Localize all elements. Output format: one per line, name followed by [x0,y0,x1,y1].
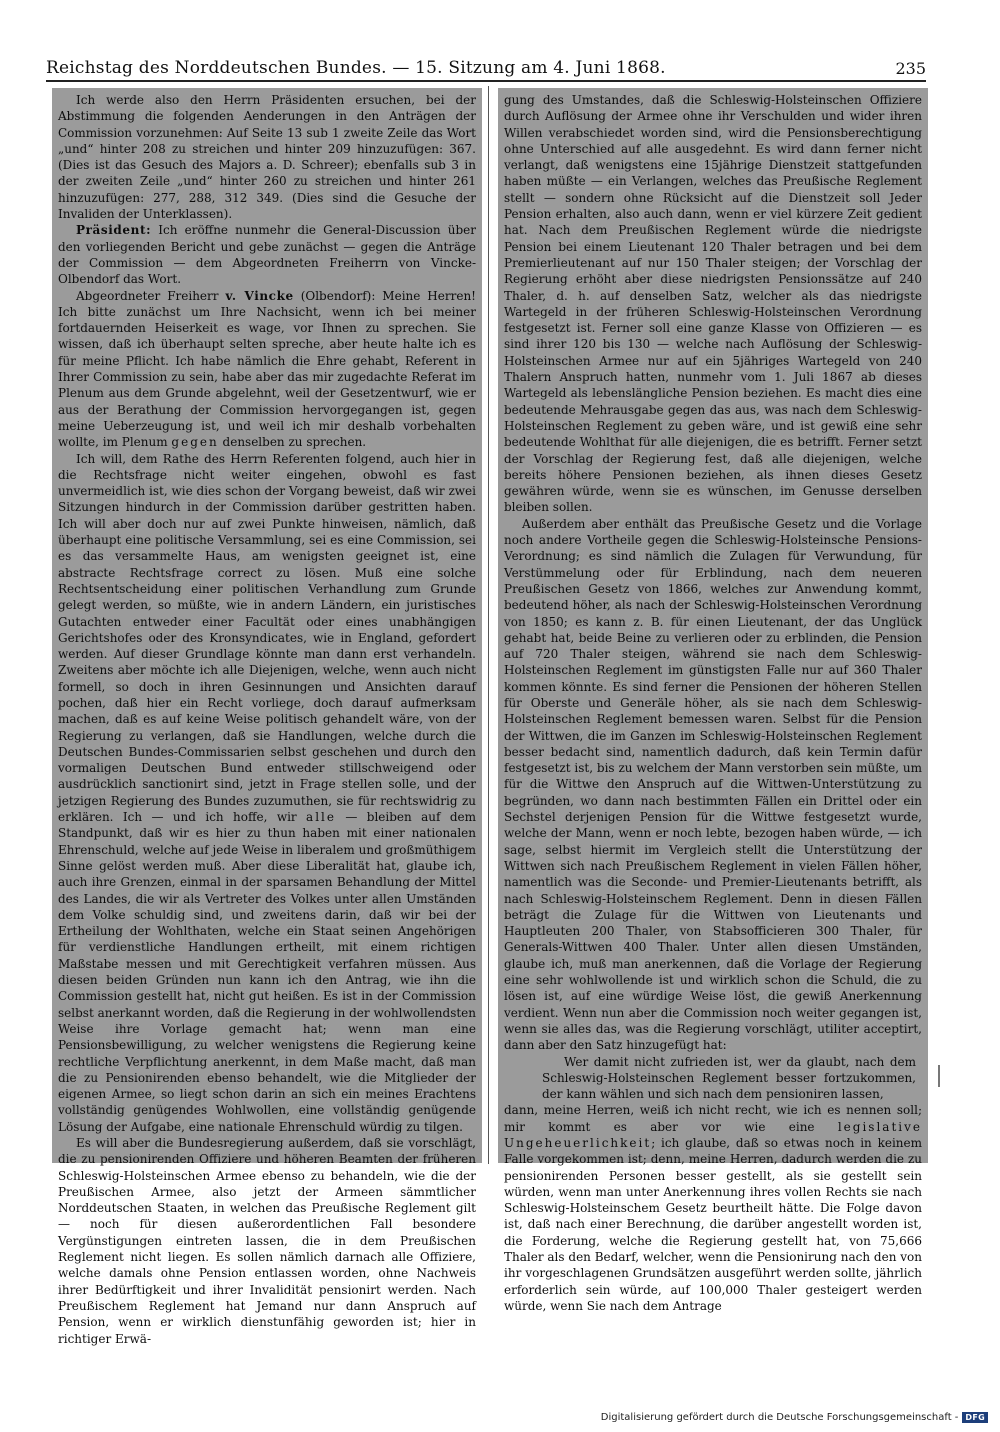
speaker-intro: Abgeordneter Freiherr [76,288,226,303]
block-quote: Wer damit nicht zufrieden ist, wer da glaubt, nach dem Schleswig-Holsteinschen Reglement besser fortzukommen, der kann wählen und sich nach dem pensioniren lassen, [542,1054,916,1102]
emphasis-text: legislative Ungeheuerlichkeit [504,1119,922,1150]
margin-mark [938,1065,940,1087]
emphasis-text: gegen [171,435,219,450]
speech-text: Ich eröffne nunmehr die General-Discussion über den vorliegenden Bericht und gebe zunächst — gegen die Anträge der Commission — dem Abgeordneten Freiherrn von Vincke-Olbendorf das Wort. [58,223,476,287]
page-header [46,38,926,78]
speech-text: — bleiben auf dem Standpunkt, daß wir es hier zu thun haben mit einer nationalen Ehrenschuld, welche auf jede Weise in liberalem und großmüthigem Sinne gelöst werden muß. Aber diese Liberalität hat, glaube ich, auch ihre Grenzen, einmal in der sparsamen Behandlung der Mittel des Landes, die wir als Vertreter des Volkes unter allen Umständen dem Volke schuldig sind, und zweitens darin, daß wir bei der Ertheilung der Wohlthaten, welche ein Staat seinen Angehörigen für verdienstliche Handlungen ertheilt, mit einem richtigen Maßstabe messen und mit Gerechtigkeit verfahren müssen. Aus diesen beiden Gründen nun kann ich den Antrag, wie ihn die Commission gestellt hat, nicht gut heißen. Es ist in der Commission selbst anerkannt worden, daß die Regierung in der wohlwollendsten Weise ihre Vorlage gemacht hat; wenn man eine Pensionsbewilligung, zu welcher wenigstens die Regierung keine rechtliche Verpflichtung anerkennt, in dem Maße macht, daß man die zu Pensionirenden ebenso behandelt, wie die Mitglieder der eigenen Armee, so liegt schon darin an sich ein meines Erachtens vollständig genügendes Wohlwollen, eine vollständig genügende Lösung der Aufgabe, eine nationale Ehrenschuld würdig zu tilgen. [58,810,477,1134]
running-title: Reichstag des Norddeutschen Bundes. — 15. Sitzung am 4. Juni 1868. [46,58,666,78]
paragraph [58,288,476,451]
speech-text: dann, meine Herren, weiß ich nicht recht, wie ich es nennen soll; mir kommt es aber vor wie eine [504,1103,922,1134]
left-column [52,88,482,1346]
dfg-logo-icon: DFG [962,1412,988,1423]
column-divider [488,86,489,1164]
speaker-name: v. Vincke [225,288,294,303]
digitization-credit: Digitalisierung gefördert durch die Deutsche Forschungsgemeinschaft - [600,1412,959,1423]
header-rule [46,80,926,82]
emphasis-text: alle [306,810,336,825]
paragraph: gung des Umstandes, daß die Schleswig-Holsteinschen Offiziere durch Auflösung der Armee ohne ihr Verschulden und wider ihren Willen verabschiedet worden sind, wird die Pensionsberechtigung ohne Unterschied auf alle ausgedehnt. Es wird dann ferner nicht verlangt, daß wenigstens eine 15jährige Dienstzeit stattgefunden haben müßte — ein Verlangen, welches das Preußische Reglement stellt — sondern ohne Rücksicht auf die Dienstzeit soll Jeder Pension erhalten, also auch dann, wenn er viel kürzere Zeit gedient hat. Nach dem Preußischen Reglement würde die niedrigste Pension bei einem Lieutenant 120 Thaler betragen und bei dem Premierlieutenant auf nur 150 Thaler steigen; der Vorschlag der Regierung erhöht aber diese niedrigsten Pensionssätze auf 240 Thaler, d. h. auf denselben Satz, welcher als das niedrigste Wartegeld in der früheren Schleswig-Holsteinschen Verordnung festgesetzt ist. Ferner soll eine ganze Klasse von Offizieren — es sind ihrer 120 bis 130 — welche nach Auflösung der Schleswig-Holsteinschen Armee nur auf ein 5jähriges Wartegeld von 240 Thalern Anspruch hatten, nunmehr vom 1. Juli 1867 ab dieses Wartegeld als lebenslängliche Pension beziehen. Es macht dies eine bedeutende Mehrausgabe gegen das aus, was nach dem Schleswig-Holsteinschen Reglement zu geben wäre, und ist gewiß eine sehr bedeutende Wohlthat für alle diejenigen, die es betrifft. Ferner setzt der Vorschlag der Regierung fest, daß alle diejenigen, welche bereits höhere Pensionen beziehen, als ihnen dieses Gesetz gewähren würde, wenn sie es wünschen, im Genusse derselben bleiben sollen. [504,93,922,515]
footer [601,1412,988,1423]
paragraph [58,451,476,1135]
right-column [498,88,928,1313]
paragraph: Ich werde also den Herrn Präsidenten ersuchen, bei der Abstimmung die folgenden Aenderungen in den Anträgen der Commission vorzunehmen: Auf Seite 13 sub 1 zweite Zeile das Wort „und“ hinter 208 zu streichen und hinter 209 hinzuzufügen: 367. (Dies ist das Gesuch des Majors a. D. Schreer); ebenfalls sub 3 in der zweiten Zeile „und“ hinter 260 zu streichen und hinter 261 hinzuzufügen: 277, 288, 312 349. (Dies sind die Gesuche der Invaliden der Unterklassen). [58,93,476,222]
speech-text: Ich will, dem Rathe des Herrn Referenten folgend, auch hier in die Rechtsfrage nicht weiter eingehen, obwohl es fast unvermeidlich ist, wie dies schon der Vorgang beweist, daß wir zwei Sitzungen hindurch in der Commission darüber gestritten haben. Ich will aber doch nur auf zwei Punkte hinweisen, nämlich, daß überhaupt eine politische Versammlung, sei es eine Commission, sei es das versammelte Haus, am wenigsten geeignet ist, eine abstracte Rechtsfrage correct zu lösen. Muß eine solche Rechtsentscheidung einer politischen Verhandlung zum Grunde gelegt werden, so müßte, wie in andern Ländern, ein juristisches Gutachten entweder einer Facultät oder eines unabhängigen Gerichtshofes oder des Kronsyndicates, wie in England, gefordert werden. Auf dieser Grundlage könnte man dann erst verhandeln. Zweitens aber möchte ich alle Diejenigen, welche, wenn auch nicht formell, so doch in ihren Gesinnungen und Ansichten darauf pochen, daß hier ein Recht vorliege, doch darauf aufmerksam machen, daß es auf keine Weise politisch gehandelt wäre, von der Regierung zu verlangen, daß sie Handlungen, welche durch die Deutschen Bundes-Commissarien selbst geschehen und durch den vormaligen Deutschen Bund entweder stillschweigend oder ausdrücklich sanctionirt sind, jetzt in Frage stellen solle, und der jetzigen Regierung des Bundes zuzumuthen, sie für rechtswidrig zu erklären. Ich — und ich hoffe, wir [58,451,476,825]
paragraph [504,1102,922,1314]
paragraph [58,222,476,287]
speech-text: denselben zu sprechen. [218,435,367,450]
paragraph: Außerdem aber enthält das Preußische Gesetz und die Vorlage noch andere Vortheile gegen die Schleswig-Holsteinsche Pensions-Verordnung; es sind nämlich die Zulagen für Verwundung, für Verstümmelung oder für Erblindung, nach dem neueren Preußischen Gesetz von 1866, welches zur Anwendung kommt, bedeutend höher, als nach der Schleswig-Holsteinschen Verordnung von 1850; es kann z. B. für einen Lieutenant, der das Unglück gehabt hat, beide Beine zu verlieren oder zu erblinden, die Pension auf 720 Thaler steigen, während sie nach dem Schleswig-Holsteinschen Reglement im günstigsten Falle nur auf 360 Thaler kommen könnte. Es sind ferner die Pensionen der höheren Stellen für Oberste und Generäle höher, als sie nach dem Schleswig-Holsteinschen Reglement bemessen waren. Selbst für die Pension der Wittwen, die im Ganzen im Schleswig-Holsteinschen Reglement besser bedacht sind, namentlich dadurch, daß kein Termin dafür festgesetzt ist, bis zu welchem der Mann verstorben sein müßte, um für die Wittwe den Anspruch auf die Wittwen-Unterstützung zu begründen, wo dann nach bestimmten Fällen ein Drittel oder ein Sechstel derjenigen Pension für die Wittwe festgesetzt wurde, welche der Mann, wenn er noch lebte, bezogen haben würde, — ich sage, selbst hiermit im Vergleich stellt die Unterstützung der Wittwen sich nach Preußischem Reglement in vielen Fällen höher, namentlich was die Seconde- und Premier-Lieutenants betrifft, als nach Schleswig-Holsteinschem Reglement. Denn in diesen Fällen beträgt die Zulage für die Wittwen von Lieutenants und Hauptleuten 200 Thaler, von Stabsofficieren 300 Thaler, für Generals-Wittwen 400 Thaler. Unter allen diesen Umständen, glaube ich, muß man anerkennen, daß die Vorlage der Regierung eine sehr wohlwollende ist und wirklich schon die Schuld, die zu lösen ist, auf eine würdige Weise löst, die gewiß Anerkennung verdient. Wenn nun aber die Commission noch weiter gegangen ist, wenn sie alles das, was die Regierung vorschlägt, utiliter acceptirt, dann aber den Satz hinzugefügt hat: [504,516,922,1053]
paragraph: Es will aber die Bundesregierung außerdem, daß sie vorschlägt, die zu pensionirenden Offiziere und höheren Beamten der früheren Schleswig-Holsteinschen Armee ebenso zu behandeln, wie die der Preußischen Armee, also jetzt der Armeen sämmtlicher Norddeutschen Staaten, in welchen das Preußische Reglement gilt — noch für diesen außerordentlichen Fall besondere Vergünstigungen eintreten lassen, die in dem Preußischen Reglement nicht liegen. Es sollen nämlich darnach alle Offiziere, welche damals ohne Pension entlassen worden, ohne Nachweis ihrer Bedürftigkeit und ihrer Invalidität pensionirt werden. Nach Preußischem Reglement hat Jemand nur dann Anspruch auf Pension, wenn er wirklich dienstunfähig geworden ist; hier in richtiger Erwä- [58,1136,476,1346]
page-number: 235 [895,59,926,78]
speaker-name: Präsident: [76,223,152,238]
speech-text: (Olbendorf): Meine Herren! Ich bitte zunächst um Ihre Nachsicht, wenn ich bei meiner fortdauernden Heiserkeit es wage, vor Ihnen zu sprechen. Sie wissen, daß ich überhaupt selten spreche, aber heute halte ich es für meine Pflicht. Ich habe nämlich die Ehre gehabt, Referent in Ihrer Commission zu sein, habe aber das mir zugedachte Referat im Plenum aus dem Grunde abgelehnt, weil der Gesetzentwurf, wie er aus der Berathung der Commission hervorgegangen ist, gegen meine Ueberzeugung ist, und weil ich mir deshalb vorbehalten wollte, im Plenum [58,288,476,450]
speech-text: ; ich glaube, daß so etwas noch in keinem Falle vorgekommen ist; denn, meine Herren, dadurch werden die zu pensionirenden Personen besser gestellt, als sie gestellt sein würden, wenn man unter Anerkennung ihres vollen Rechts sie nach Schleswig-Holsteinschem Gesetz beurtheilt hätte. Die Folge davon ist, daß nach einer Berechnung, die darüber angestellt worden ist, die Forderung, welche die Regierung gestellt hat, von 75,666 Thaler als den Bedarf, welcher, wenn die Pensionirung nach den von ihr vorgeschlagenen Grundsätzen ausgeführt werden sollte, jährlich erforderlich sein würde, auf 100,000 Thaler gesteigert werden würde, wenn Sie nach dem Antrage [504,1136,922,1313]
